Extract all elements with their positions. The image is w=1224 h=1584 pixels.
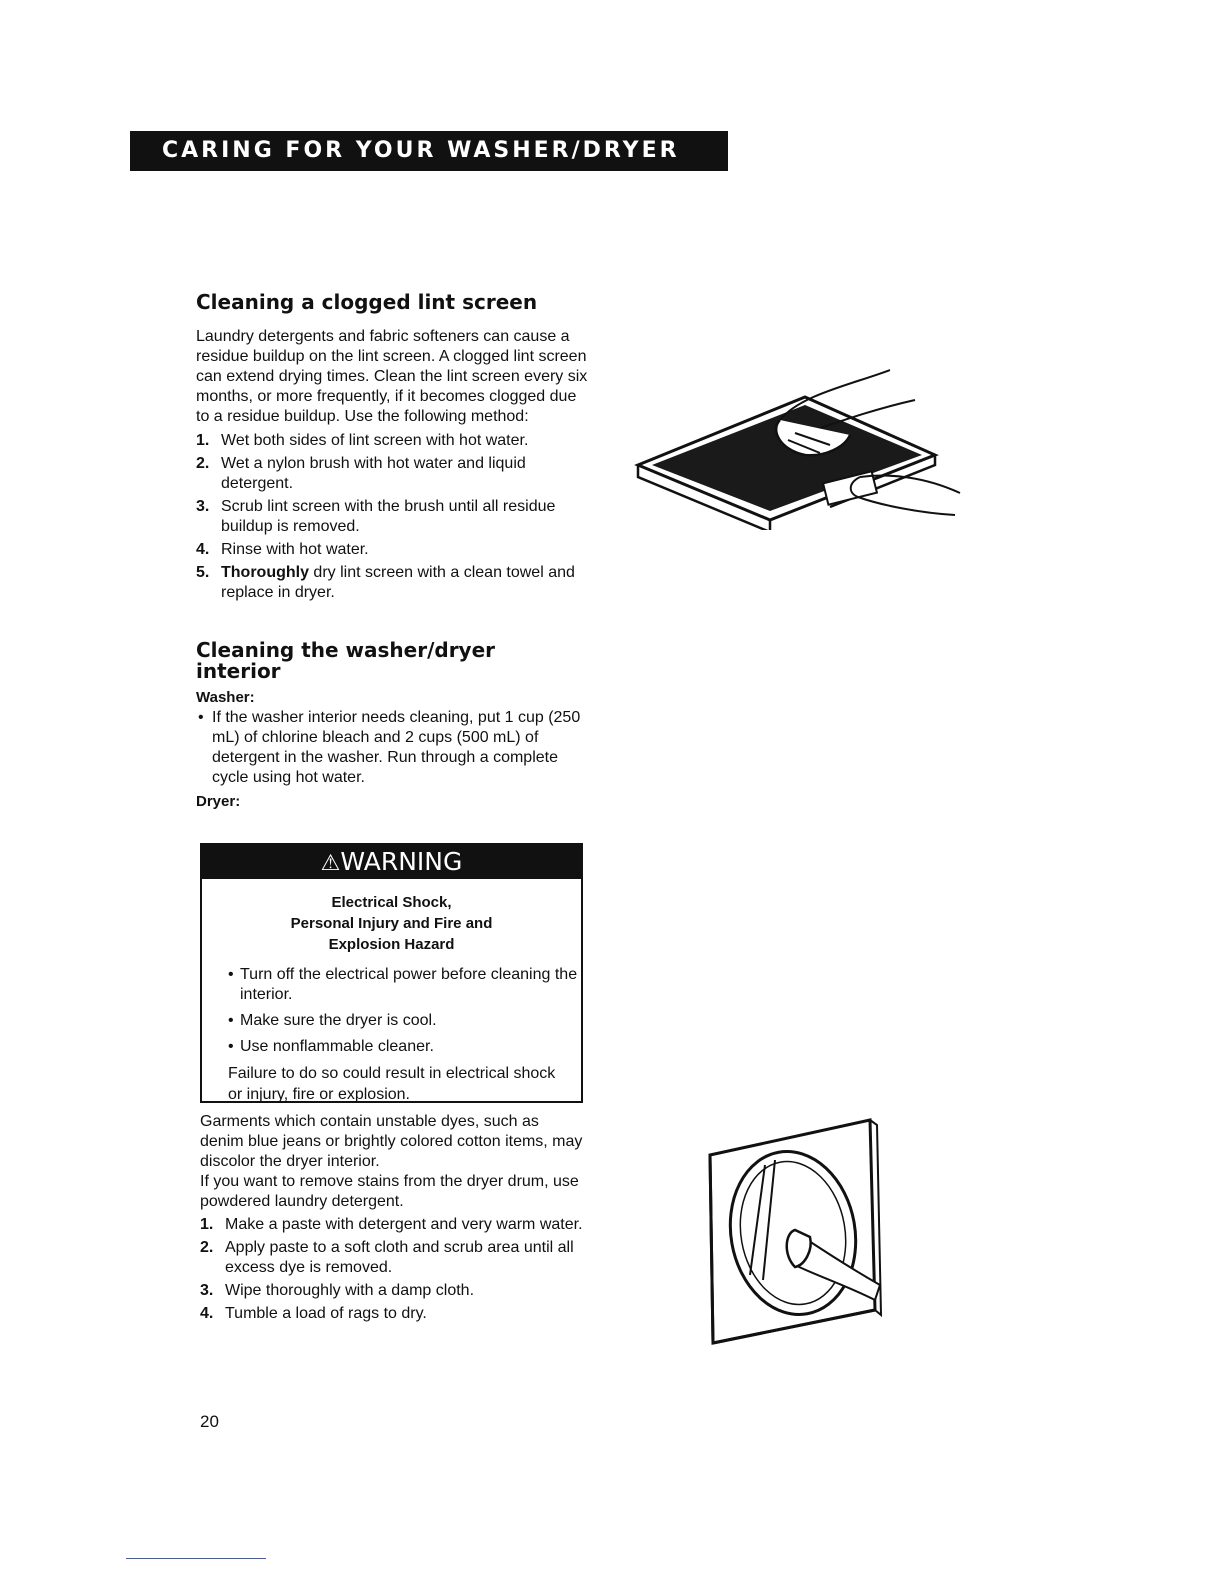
- lint-screen-illustration: [630, 365, 970, 530]
- stains-intro-2: If you want to remove stains from the dryer drum, use powdered laundry detergent.: [200, 1173, 579, 1210]
- warning-box: [200, 843, 583, 1103]
- list-item: 4. Rinse with hot water.: [196, 541, 369, 558]
- section-header: CARING FOR YOUR WASHER/DRYER: [130, 131, 728, 171]
- list-item: • Use nonflammable cleaner.: [228, 1037, 581, 1057]
- dryer-label: Dryer:: [196, 793, 241, 810]
- list-item: 2. Wet a nylon brush with hot water and liquid detergent.: [196, 455, 526, 492]
- lint-section: [196, 292, 591, 603]
- stains-section: [200, 1112, 585, 1324]
- dryer-drum-illustration: [705, 1115, 890, 1350]
- list-item: • Turn off the electrical power before cleaning the interior.: [228, 965, 581, 1005]
- washer-text: • If the washer interior needs cleaning, put 1 cup (250 mL) of chlorine bleach and 2 cups (500 mL) of detergent in the washer. Run through a complete cycle using hot water.: [196, 708, 592, 788]
- list-item: 1. Wet both sides of lint screen with hot water.: [196, 432, 529, 449]
- list-item: 2. Apply paste to a soft cloth and scrub area until all excess dye is removed.: [200, 1239, 574, 1276]
- washer-label: Washer:: [196, 689, 255, 706]
- list-item: 5. Thoroughly dry lint screen with a clean towel and replace in dryer.: [196, 564, 575, 601]
- list-item: 1. Make a paste with detergent and very warm water.: [200, 1216, 583, 1233]
- list-item: 3. Scrub lint screen with the brush until all residue buildup is removed.: [196, 498, 556, 535]
- page-number: 20: [200, 1412, 219, 1431]
- lint-heading: Cleaning a clogged lint screen: [196, 290, 538, 314]
- warning-triangle-icon: ⚠: [320, 851, 341, 876]
- interior-section: [196, 640, 591, 812]
- stains-steps: [200, 1215, 585, 1324]
- warning-footer: Failure to do so could result in electrical shock or injury, fire or explosion.: [228, 1065, 556, 1103]
- interior-heading: Cleaning the washer/dryer interior: [196, 638, 496, 683]
- stains-intro-1: Garments which contain unstable dyes, such as denim blue jeans or brightly colored cotton items, may discolor the dryer interior.: [200, 1113, 583, 1170]
- list-item: 4. Tumble a load of rags to dry.: [200, 1305, 427, 1322]
- lint-steps: [196, 431, 591, 603]
- lint-intro: Laundry detergents and fabric softeners can cause a residue buildup on the lint screen. A clogged lint screen can extend drying times. Clean the lint screen every six months, or more frequently, if it becomes clogged due to a residue buildup. Use the following method:: [196, 328, 588, 425]
- warning-header: ⚠WARNING: [202, 845, 581, 879]
- list-item: 3. Wipe thoroughly with a damp cloth.: [200, 1282, 475, 1299]
- warning-hazard: Electrical Shock, Personal Injury and Fire and Explosion Hazard: [290, 894, 493, 953]
- footer-rule: [126, 1558, 266, 1559]
- warning-list: [228, 965, 581, 1057]
- list-item: • Make sure the dryer is cool.: [228, 1011, 581, 1031]
